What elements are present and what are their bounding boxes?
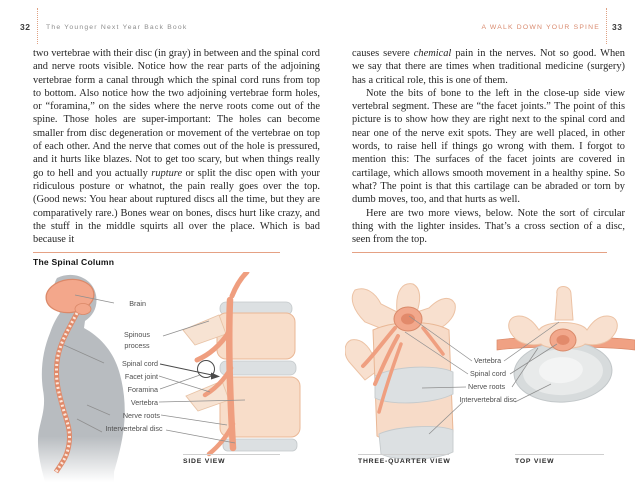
page-number-right: 33 [612, 22, 623, 32]
header-divider-right [606, 8, 607, 44]
label-vertebra: Vertebra [130, 398, 158, 407]
label-nerve-roots: Nerve roots [122, 411, 160, 420]
top-view-illustration [497, 287, 635, 405]
caption-rule-top-view [515, 454, 604, 455]
label-facet-joint: Facet joint [124, 372, 158, 381]
label-intervertebral-disc-right: Intervertebral disc [459, 395, 517, 404]
page-number-left: 32 [20, 22, 31, 32]
caption-rule-side-view [183, 454, 280, 455]
caption-side-view: SIDE VIEW [183, 458, 226, 465]
label-vertebra-right: Vertebra [474, 356, 502, 365]
body-text-left: two vertebrae with their disc (in gray) in between and the spinal cord and nerve roots visible. Notice how the rear parts of the adjoining vertebrae form a canal through which the spinal cord runs from top to bottom. Also notice how the two adjoining vertebrae form holes, or “foramina,” on the sides where the nerve roots come out of the spine. Those holes are super-important: The holes can become smaller from disc degeneration or movement of the vertebrae on top of each other. And the nerve that comes out of the hole is pressured, and it hurts like blazes. Not to get too scary, but when things really go to hell and you actually rupture or split the disc open with your ridiculous posture or whatnot, the pain really goes over the top. (Good news: You hear about ruptured discs all the time, but they are comparatively rare.) Bones wear on bones, discs hurt like crazy, and the stuff in the middle squirts all over the place. Which is bad because it [33, 48, 320, 246]
label-spinal-cord: Spinal cord [122, 359, 158, 368]
label-intervertebral-disc: Intervertebral disc [105, 424, 163, 433]
annotation-arrow [160, 364, 220, 380]
label-brain: Brain [129, 299, 146, 308]
header-divider-left [37, 8, 38, 44]
caption-three-quarter-view: THREE-QUARTER VIEW [358, 458, 451, 465]
figure-rule-right [352, 252, 607, 253]
figure-rule-left [33, 252, 280, 253]
label-spinal-cord-right: Spinal cord [470, 369, 506, 378]
three-quarter-view-illustration [345, 284, 455, 459]
figure-heading: The Spinal Column [33, 257, 115, 267]
label-spinous-process: Spinous process [124, 330, 150, 350]
caption-rule-three-quarter [358, 454, 449, 455]
running-title-left: The Younger Next Year Back Book [46, 24, 188, 31]
body-text-right: causes severe chemical pain in the nerves. Not so good. When we say that there are times when traditional medicine (surgery) has a critical role, this is one of them. Note the bits of bone to the left in the close-up side view vertebral segment. These are “the facet joints.” The point of this picture is to show how they are right next to the spinal cord and near one of the nerve exit spots. They are well placed, in other words, to raise hell if things go wrong with them. I forgot to mention this: The surfaces of the facet joints are covered in cartilage, which allows smooth movement in a healthy spine. So what? The point is that this cartilage can be abraded or torn by dumb moves, too, and that hurts as well. Here are two more views, below. Note the sort of circular thing with the lighter insides. That’s a cross section of a disc, seen from the top. [352, 48, 625, 246]
label-nerve-roots-right: Nerve roots [468, 382, 506, 391]
vertebra-closeup-side-view [160, 272, 300, 454]
spinal-column-figure [33, 272, 320, 482]
running-title-right: A WALK DOWN YOUR SPINE [481, 24, 600, 31]
label-foramina: Foramina [127, 385, 158, 394]
caption-top-view: TOP VIEW [515, 458, 555, 465]
